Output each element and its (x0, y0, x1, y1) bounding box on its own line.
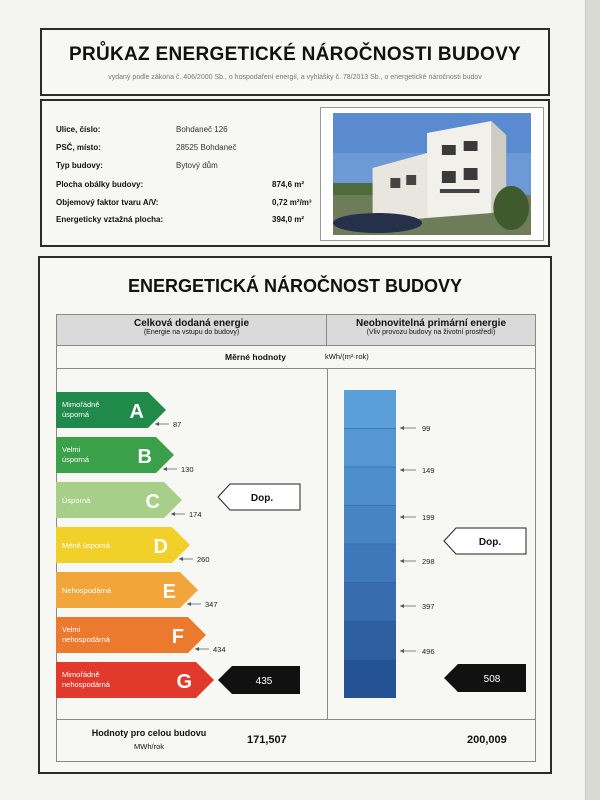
left-tick-label: 347 (205, 600, 218, 609)
right-tick-label: 397 (422, 602, 435, 611)
left-tick-arrowhead (195, 647, 199, 651)
left-tick-label: 87 (173, 420, 182, 429)
delivered-energy-subtitle: (Energie na vstupu do budovy) (143, 329, 240, 336)
energy-class-label-g: Mimořádně (62, 670, 100, 679)
units-value: kWh/(m²·rok) (325, 352, 369, 361)
right-tick-label: 199 (422, 513, 435, 522)
left-value-label: 435 (255, 676, 273, 687)
ref-area-value: 394,0 m² (272, 215, 305, 224)
right-tick-label: 496 (422, 647, 435, 656)
ref-area-label: Energeticky vztažná plocha: (56, 215, 164, 224)
left-tick-arrowhead (171, 512, 175, 516)
certificate-subtitle: vydaný podle zákona č. 406/2000 Sb., o hospodaření energií, a vyhlášky č. 78/2013 Sb., o energetické náročnosti budov (108, 74, 482, 81)
energy-class-label2-g: nehospodárná (62, 680, 110, 689)
energy-class-letter-e: E (162, 581, 176, 603)
energy-class-letter-g: G (176, 671, 192, 693)
right-value-label: 508 (483, 674, 501, 685)
energy-class-label-c: Úsporná (62, 496, 91, 505)
factor-label: Objemový faktor tvaru A/V: (56, 198, 159, 207)
left-tick-arrowhead (155, 422, 159, 426)
left-tick-label: 130 (181, 465, 194, 474)
right-tick-arrowhead (400, 604, 404, 608)
psc-label: PSČ, místo: (56, 143, 101, 152)
primary-energy-bar-segment (344, 660, 396, 699)
energy-class-label2-b: úsporná (62, 455, 90, 464)
delivered-energy-title: Celková dodaná energie (133, 318, 250, 329)
certificate-title: PRŮKAZ ENERGETICKÉ NÁROČNOSTI BUDOVY (68, 44, 522, 65)
area-value: 874,6 m² (272, 180, 305, 189)
primary-energy-title: Neobnovitelná primární energie (355, 318, 507, 329)
left-tick-label: 260 (197, 555, 210, 564)
factor-value: 0,72 m²/m³ (272, 198, 312, 207)
energy-class-label-d: Méně úsporná (62, 541, 110, 550)
left-tick-arrowhead (163, 467, 167, 471)
energy-class-label-a: Mimořádně (62, 400, 100, 409)
right-tick-label: 298 (422, 557, 435, 566)
energy-class-label2-a: úsporná (62, 410, 90, 419)
type-label: Typ budovy: (56, 161, 103, 170)
primary-energy-subtitle: (Vliv provozu budovy na životní prostředí) (366, 329, 496, 336)
primary-energy-bar-segment (344, 467, 396, 506)
units-label: Měrné hodnoty (225, 352, 286, 362)
energy-class-letter-f: F (171, 626, 184, 648)
right-reference-label: Dop. (478, 537, 502, 548)
total-primary-energy: 200,009 (467, 734, 507, 746)
left-tick-arrowhead (179, 557, 183, 561)
left-reference-label: Dop. (250, 493, 274, 504)
totals-label: Hodnoty pro celou budovu (91, 728, 207, 738)
energy-class-letter-a: A (129, 401, 144, 423)
energy-class-label-b: Velmi (62, 445, 81, 454)
primary-energy-bar-segment (344, 429, 396, 468)
energy-class-letter-b: B (137, 446, 152, 468)
energy-class-label2-f: nehospodárná (62, 635, 110, 644)
psc-value: 28525 Bohdaneč (176, 143, 237, 152)
area-label: Plocha obálky budovy: (56, 180, 144, 189)
energy-class-letter-d: D (153, 536, 168, 558)
type-value: Bytový dům (176, 161, 218, 170)
street-label: Ulice, číslo: (56, 125, 101, 134)
left-tick-arrowhead (187, 602, 191, 606)
primary-energy-bar-segment (344, 544, 396, 583)
right-tick-arrowhead (400, 426, 404, 430)
right-tick-label: 99 (422, 424, 431, 433)
primary-energy-bar-segment (344, 583, 396, 622)
energy-class-letter-c: C (145, 491, 160, 513)
right-tick-arrowhead (400, 649, 404, 653)
right-tick-arrowhead (400, 515, 404, 519)
street-value: Bohdaneč 126 (176, 125, 228, 134)
energy-performance-title: ENERGETICKÁ NÁROČNOST BUDOVY (127, 276, 463, 296)
left-tick-label: 174 (189, 510, 202, 519)
primary-energy-bar-segment (344, 621, 396, 660)
right-tick-label: 149 (422, 466, 435, 475)
left-tick-label: 434 (213, 645, 226, 654)
primary-energy-bar-segment (344, 506, 396, 545)
totals-unit: MWh/rok (134, 742, 164, 751)
primary-energy-bar-segment (344, 390, 396, 429)
energy-class-label-f: Velmi (62, 625, 81, 634)
total-delivered-energy: 171,507 (247, 734, 287, 746)
right-tick-arrowhead (400, 468, 404, 472)
energy-class-label-e: Nehospodárná (62, 586, 112, 595)
right-tick-arrowhead (400, 559, 404, 563)
